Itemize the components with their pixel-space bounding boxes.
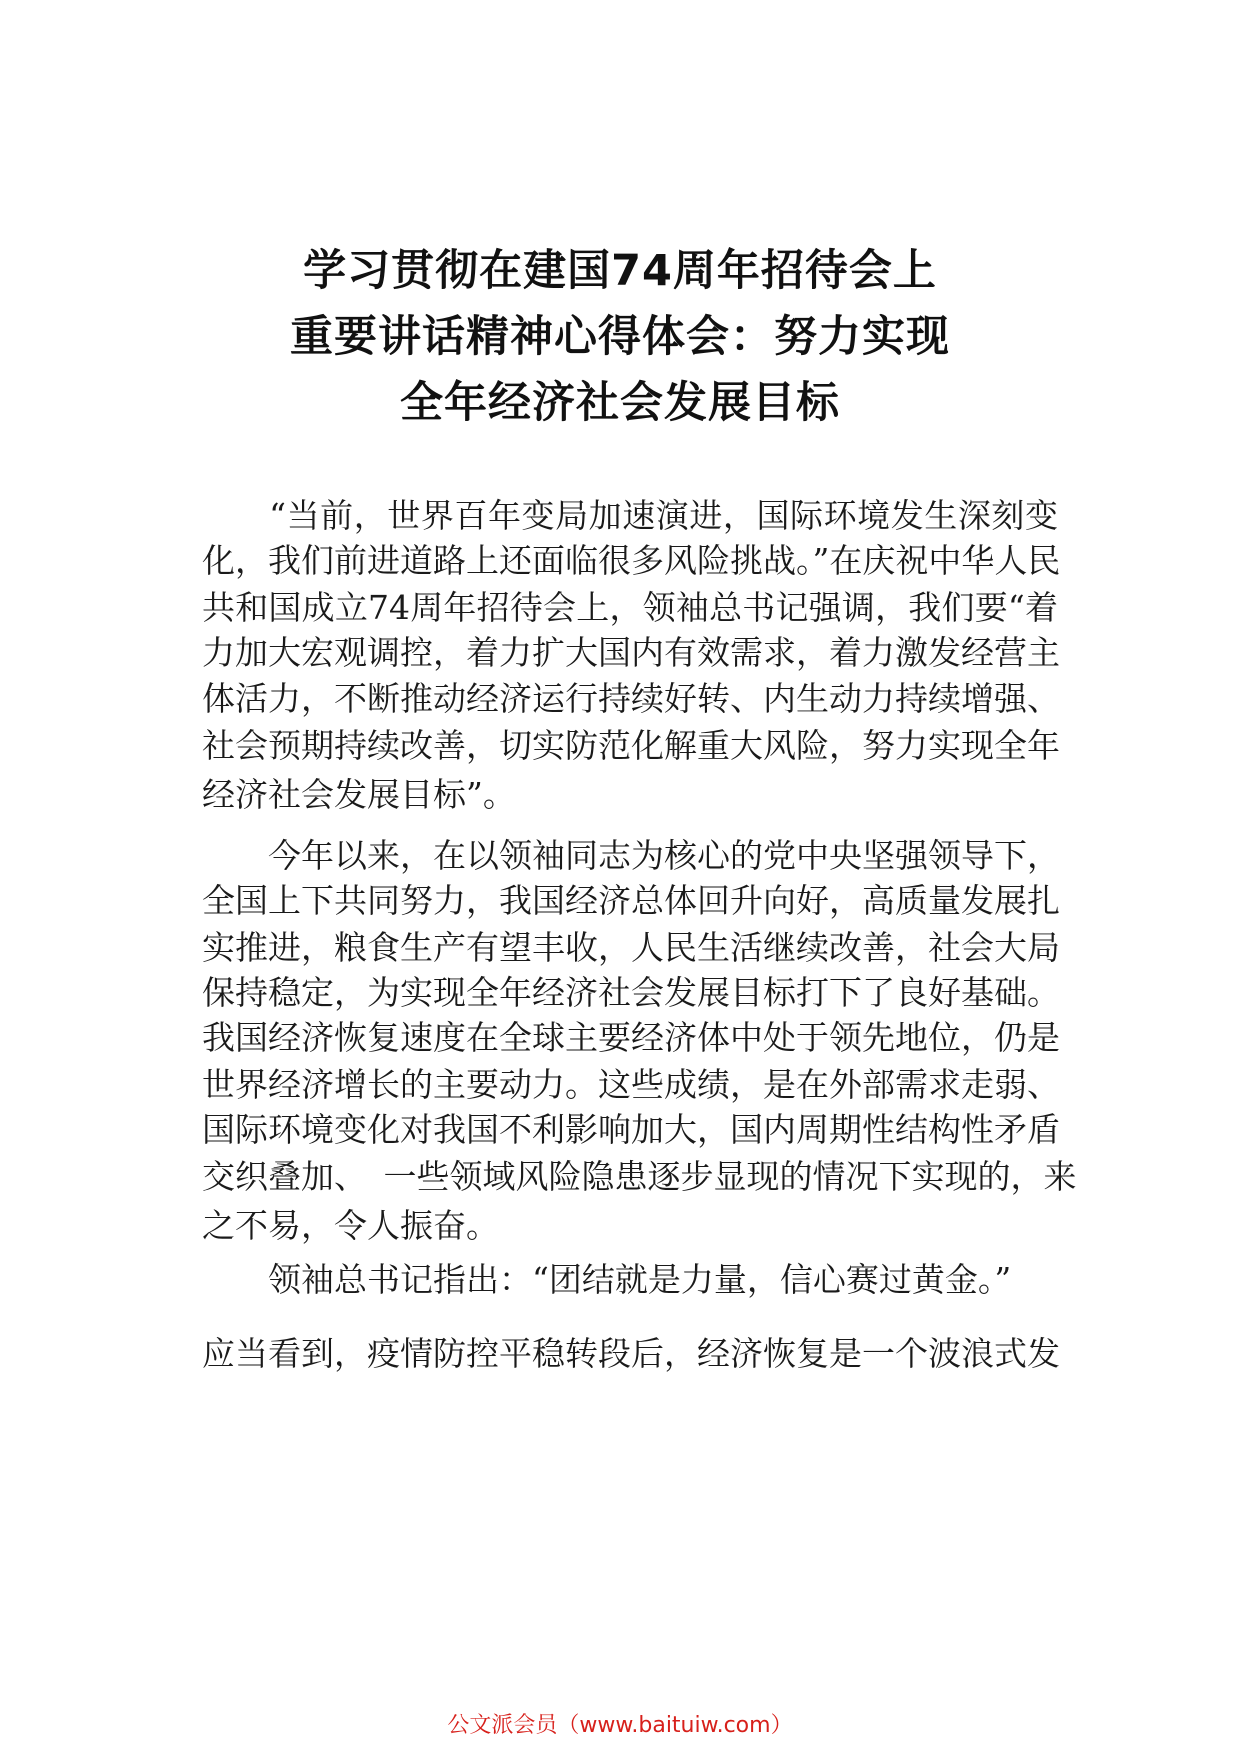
body-line: 经济社会发展目标”。 [202,775,516,814]
body-line: 社会预期持续改善，切实防范化解重大风险，努力实现全年 [202,726,1060,765]
body-line: 体活力，不断推动经济运行持续好转、内生动力持续增强、 [202,679,1060,718]
body-line: 国际环境变化对我国不利影响加大，国内周期性结构性矛盾 [202,1110,1060,1149]
footer-watermark: 公文派会员（www.baituiw.com） [447,1713,793,1738]
body-line: 之不易，令人振奋。 [202,1206,499,1245]
body-line: 今年以来，在以领袖同志为核心的党中央坚强领导下， [202,836,1060,875]
body-line: “当前，世界百年变局加速演进，国际环境发生深刻变 [202,496,1058,535]
body-line: 我国经济恢复速度在全球主要经济体中处于领先地位，仍是 [202,1018,1060,1057]
body-line: 交织叠加、 一些领域风险隐患逐步显现的情况下实现的，来 [202,1157,1077,1196]
title-line: 学习贯彻在建国74周年招待会上 [303,246,937,296]
body-line: 化，我们前进道路上还面临很多风险挑战。”在庆祝中华人民 [202,541,1061,580]
document-title [180,238,1060,436]
title-line: 全年经济社会发展目标 [400,378,840,428]
body-line: 力加大宏观调控，着力扩大国内有效需求，着力激发经营主 [202,633,1060,672]
body-line: 全国上下共同努力，我国经济总体回升向好，高质量发展扎 [202,881,1060,920]
body-line: 保持稳定，为实现全年经济社会发展目标打下了良好基础。 [202,973,1060,1012]
body-line: 领袖总书记指出：“团结就是力量，信心赛过黄金。” [202,1260,1012,1299]
body-line: 实推进，粮食生产有望丰收，人民生活继续改善，社会大局 [202,928,1060,967]
body-line: 应当看到，疫情防控平稳转段后，经济恢复是一个波浪式发 [202,1334,1060,1373]
body-line: 共和国成立74周年招待会上，领袖总书记强调，我们要“着 [202,588,1058,627]
body-line: 世界经济增长的主要动力。这些成绩，是在外部需求走弱、 [202,1065,1060,1104]
title-line: 重要讲话精神心得体会：努力实现 [290,312,950,362]
